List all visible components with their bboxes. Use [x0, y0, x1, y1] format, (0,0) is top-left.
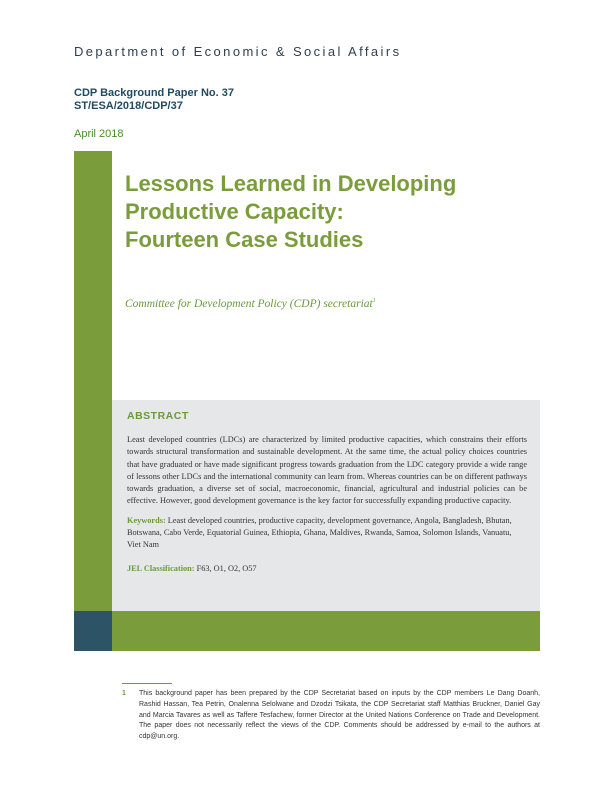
footnote-divider [122, 683, 172, 684]
abstract-heading: ABSTRACT [127, 410, 189, 422]
jel-codes: F63, O1, O2, O57 [196, 563, 257, 573]
abstract-text: Least developed countries (LDCs) are characterized by limited productive capacities, which constrains their efforts towards structural transformation and sustainable development. At the same time, the actual policy choices countries that have graduated or have made significant progress towards graduation from the LDC category provide a wide range of lessons other LDCs and the international community can learn from. Whereas countries can be on different pathways towards graduation, a diverse set of social, macroeconomic, financial, agricultural and industrial policies can be effective. However, good development governance is the key factor for successfully expanding productive capacity. [127, 435, 527, 506]
footnote-number: 1 [122, 690, 126, 697]
author-footnote-mark: 1 [372, 298, 376, 305]
title-line-2: Productive Capacity: [125, 199, 344, 224]
publication-date: April 2018 [74, 128, 124, 140]
series-number: CDP Background Paper No. 37 [74, 87, 234, 99]
author-line [125, 298, 376, 310]
department-name: Department of Economic & Social Affairs [74, 44, 402, 59]
document-code: ST/ESA/2018/CDP/37 [74, 100, 183, 112]
title-line-3: Fourteen Case Studies [125, 227, 364, 252]
author-name: Committee for Development Policy (CDP) secretariat [125, 298, 373, 310]
keywords-text: Least developed countries, productive capacity, development governance, Angola, Bangladesh, Bhutan, Botswana, Cabo Verde, Equatorial Guinea, Ethiopia, Ghana, Maldives, Rwanda, Samoa, Solomon Islands, Vanuatu, Viet Nam [127, 515, 512, 550]
accent-sidebar-bar [74, 151, 112, 611]
series-info [74, 87, 234, 113]
abstract-box [112, 400, 540, 611]
keywords-label: Keywords: [127, 515, 166, 525]
keywords [127, 515, 527, 552]
bottom-accent-band [112, 611, 540, 651]
accent-corner-block [74, 611, 112, 651]
paper-title [125, 170, 456, 254]
footnote [122, 689, 540, 743]
jel-label: JEL Classification: [127, 563, 195, 573]
jel-classification [127, 563, 527, 575]
footnote-text: This background paper has been prepared by the CDP Secretariat based on inputs by the CDP members Le Dang Doanh, Rashid Hassan, Tea Petrin, Onalenna Selolwane and Dzodzi Tsikata, the CDP Secretariat staff Matthias Bruckner, Daniel Gay and Marcia Tavares as well as Taffere Tesfachew, former Director at the United Nations Conference on Trade and Development. The paper does not necessarily reflect the views of the CDP. Comments should be addressed by e-mail to the authors at cdp@un.org. [139, 690, 540, 741]
title-line-1: Lessons Learned in Developing [125, 171, 457, 196]
